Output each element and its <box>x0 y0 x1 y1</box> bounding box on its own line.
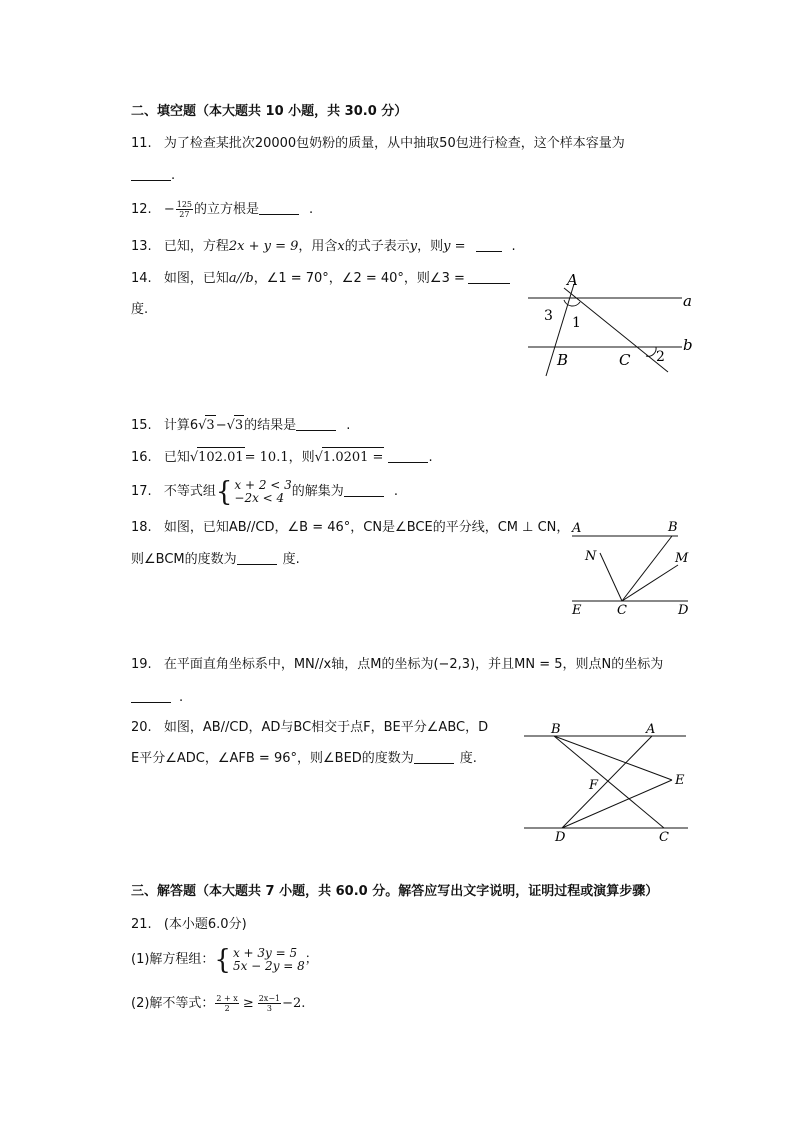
q21-p1-label: (1)解方程组： <box>131 952 215 967</box>
q13-y-eq: y = <box>443 239 466 254</box>
q12-text: 的立方根是 <box>194 202 260 217</box>
question-15: 15. 计算6√3−√3的结果是 . <box>131 415 350 436</box>
q14-t1: 如图，已知 <box>163 271 229 286</box>
label-B: B <box>668 520 678 535</box>
q18-end: 度. <box>282 552 300 567</box>
q18-line-2 <box>131 550 300 570</box>
q14-end: 度. <box>131 302 149 317</box>
q20-t1: 如图，AB//CD，AD与BC相交于点F，BE平分∠ABC，D <box>163 720 489 735</box>
q15-end: . <box>346 418 351 433</box>
q13-t2: ，用含 <box>298 239 338 254</box>
q11-number: 11. <box>131 136 152 151</box>
label-a: a <box>683 292 692 310</box>
question-20 <box>131 718 488 738</box>
label-B: B <box>551 722 561 737</box>
line-AD <box>562 736 652 828</box>
q19-end: . <box>179 690 184 705</box>
q16-t2: = 10.1，则 <box>244 450 315 465</box>
q12-end: . <box>309 202 314 217</box>
q13-var-x: x <box>337 239 345 254</box>
q13-t1: 已知，方程 <box>163 239 229 254</box>
q21-p1-line-1: x + 3y = 5 <box>232 945 298 960</box>
q12-answer-blank[interactable] <box>259 200 299 215</box>
q12-frac-num: 125 <box>176 200 193 209</box>
label-E: E <box>675 773 685 788</box>
q15-t1: 计算6 <box>163 418 199 433</box>
q21-p2-fraction-2 <box>258 994 281 1013</box>
angle-1-arc <box>564 300 580 306</box>
q21-p2-den-2: 3 <box>266 1004 272 1013</box>
q11-end: . <box>171 168 176 183</box>
q15-radicand-1: 3 <box>205 415 215 436</box>
q13-end: . <box>511 239 516 254</box>
line-BC <box>554 736 664 828</box>
label-C: C <box>617 603 627 618</box>
q13-answer-blank[interactable] <box>476 237 502 252</box>
q13-number: 13. <box>131 239 152 254</box>
q21-p2-tail: −2. <box>282 996 306 1011</box>
q14-number: 14. <box>131 271 152 286</box>
q14-figure <box>520 268 700 380</box>
question-12 <box>131 200 313 220</box>
label-E: E <box>572 603 582 618</box>
q15-t3: 的结果是 <box>244 418 297 433</box>
q21-title: (本小题6.0分) <box>163 917 247 932</box>
q12-fraction <box>176 200 193 219</box>
q16-answer-blank[interactable] <box>388 448 428 463</box>
q13-equation: 2x + y = 9 <box>228 239 299 254</box>
q18-figure <box>566 516 696 620</box>
q21-p2-num-1: 2 + x <box>216 994 238 1003</box>
q18-t2: 则∠BCM的度数为 <box>131 552 237 567</box>
q17-system <box>234 479 291 505</box>
label-A: A <box>572 521 582 536</box>
q18-t1: 如图，已知AB//CD，∠B = 46°，CN是∠BCE的平分线，CM ⊥ CN， <box>163 520 570 535</box>
q20-figure <box>518 718 694 848</box>
q20-t2: E平分∠ADC，∠AFB = 96°，则∠BED的度数为 <box>131 751 414 766</box>
q13-t4: ，则 <box>417 239 444 254</box>
q21-p1-system <box>233 947 305 973</box>
question-11 <box>131 134 625 154</box>
question-21 <box>131 915 247 935</box>
q21-p1-line-2: 5x − 2y = 8 <box>232 958 305 973</box>
q12-number: 12. <box>131 202 152 217</box>
question-19 <box>131 655 663 675</box>
q19-answer-blank[interactable] <box>131 688 171 703</box>
label-C: C <box>659 830 669 845</box>
label-F: F <box>589 778 599 793</box>
label-M: M <box>675 551 689 566</box>
q21-number: 21. <box>131 917 152 932</box>
label-angle-2: 2 <box>656 349 665 365</box>
q15-answer-blank[interactable] <box>296 416 336 431</box>
q12-sign: − <box>163 202 175 217</box>
q16-radicand-1: 102.01 <box>197 447 245 468</box>
q11-answer-blank[interactable] <box>131 166 171 181</box>
question-17: 17. 不等式组{ x + 2 < 3 −2x < 4 的解集为 . <box>131 475 398 508</box>
label-N: N <box>585 549 597 564</box>
q17-line-2: −2x < 4 <box>234 490 285 505</box>
q20-answer-blank[interactable] <box>414 749 454 764</box>
label-b: b <box>683 336 693 354</box>
label-B: B <box>557 351 569 369</box>
q16-end: . <box>428 450 433 465</box>
q21-p2-label: (2)解不等式： <box>131 996 215 1011</box>
section3-heading: 三、解答题（本大题共 7 小题，共 60.0 分。解答应写出文字说明，证明过程或演算步骤） <box>131 884 659 899</box>
q13-var-y: y <box>409 239 418 254</box>
line-CB <box>622 536 672 601</box>
question-18 <box>131 518 569 538</box>
q19-t1: 在平面直角坐标系中，MN//x轴，点M的坐标为(−2,3)，并且MN = 5，则点N的坐标为 <box>163 657 664 672</box>
question-13 <box>131 237 516 257</box>
question-14 <box>131 269 510 289</box>
q19-answer-line <box>131 688 183 708</box>
label-A: A <box>646 722 656 737</box>
q21-part-1: (1)解方程组：{ x + 3y = 5 5x − 2y = 8 ； <box>131 943 318 976</box>
q21-p2-num-2: 2x−1 <box>258 994 281 1003</box>
q17-line-1: x + 2 < 3 <box>234 477 292 492</box>
q15-number: 15. <box>131 418 152 433</box>
q15-minus: − <box>215 418 227 433</box>
q20-line-2 <box>131 749 477 769</box>
q17-t1: 不等式组 <box>163 484 216 499</box>
q21-p1-end: ； <box>304 952 318 967</box>
q17-end: . <box>393 484 398 499</box>
q21-p2-den-1: 2 <box>224 1004 230 1013</box>
q17-answer-blank[interactable] <box>344 482 384 497</box>
q13-t3: 的式子表示 <box>344 239 410 254</box>
label-C: C <box>619 351 631 369</box>
q19-number: 19. <box>131 657 152 672</box>
q18-answer-blank[interactable] <box>237 550 277 565</box>
label-D: D <box>678 603 689 618</box>
label-A: A <box>567 271 578 289</box>
q21-part-2 <box>131 990 305 1018</box>
q21-p2-fraction-1 <box>215 994 238 1013</box>
question-16: 16. 已知√102.01= 10.1，则√1.0201 = . <box>131 447 433 468</box>
q11-answer-line <box>131 166 175 186</box>
q17-number: 17. <box>131 484 152 499</box>
section2-heading: 二、填空题（本大题共 10 小题，共 30.0 分） <box>131 104 408 119</box>
q15-radicand-2: 3 <box>234 415 244 436</box>
label-D: D <box>555 830 566 845</box>
label-angle-3: 3 <box>544 308 553 324</box>
label-angle-1: 1 <box>572 315 581 331</box>
q20-number: 20. <box>131 720 152 735</box>
q14-parallel: a//b <box>228 271 254 286</box>
q17-t2: 的解集为 <box>291 484 344 499</box>
q18-number: 18. <box>131 520 152 535</box>
q16-number: 16. <box>131 450 152 465</box>
line-CM <box>622 565 678 601</box>
q20-end: 度. <box>459 751 477 766</box>
line-CN <box>600 553 622 601</box>
q14-t2: ，∠1 = 70°，∠2 = 40°，则∠3 = <box>253 271 465 286</box>
q16-t1: 已知 <box>163 450 190 465</box>
q14-answer-blank[interactable] <box>468 269 510 284</box>
line-BE <box>554 736 672 780</box>
q12-frac-den: 27 <box>179 210 190 219</box>
q16-radicand-2: 1.0201 = <box>322 447 385 468</box>
q11-text: 为了检查某批次20000包奶粉的质量，从中抽取50包进行检查，这个样本容量为 <box>163 136 625 151</box>
q21-p2-ge: ≥ <box>242 996 254 1011</box>
